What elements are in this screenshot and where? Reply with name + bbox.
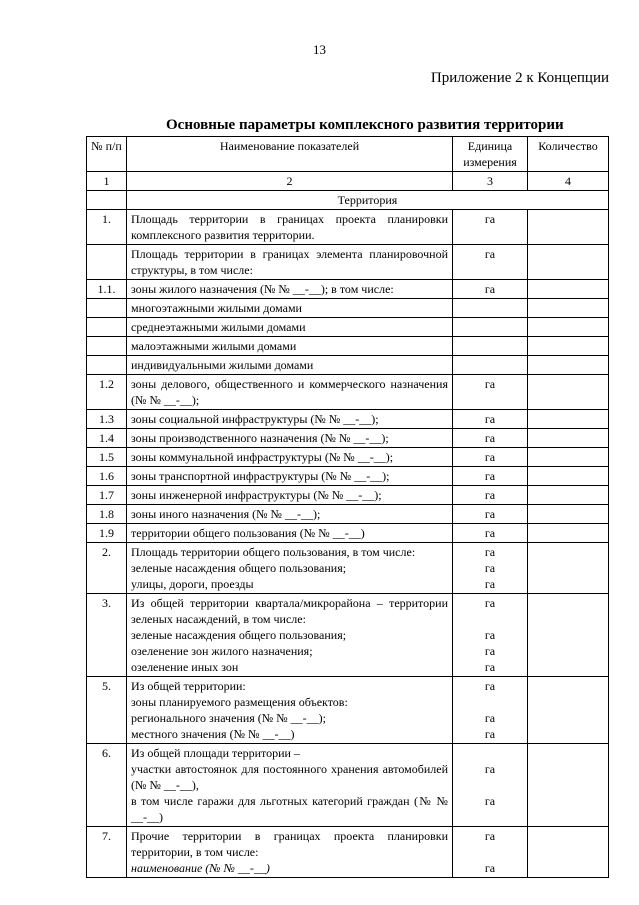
unit-cell	[453, 299, 528, 318]
indicator-line: озеленение иных зон	[131, 660, 239, 674]
table-row	[87, 410, 609, 429]
indicator-line: регионального значения (№ № __-__);	[131, 711, 326, 725]
unit-value: га	[484, 861, 496, 875]
indicator-name	[127, 744, 453, 827]
unit-value: га	[484, 644, 496, 658]
indicator-name	[127, 337, 453, 356]
unit-value: га	[484, 450, 496, 464]
unit-cell	[453, 486, 528, 505]
row-number: 5.	[87, 677, 127, 744]
quantity-cell	[528, 827, 609, 878]
indicator-line: зеленые насаждения общего пользования;	[131, 561, 347, 575]
indicator-name	[127, 467, 453, 486]
indicator-line: местного значения (№ № __-__)	[131, 727, 295, 741]
indicator-name	[127, 594, 453, 677]
unit-cell	[453, 245, 528, 280]
unit-cell	[453, 467, 528, 486]
indicator-line: зоны делового, общественного и коммерческого назначения (№ № __-__);	[131, 377, 448, 407]
unit-value	[457, 338, 523, 354]
indicator-line: зоны производственного назначения (№ № __-__);	[131, 431, 389, 445]
table-row	[87, 245, 609, 280]
indicator-line: наименование (№ № __-__)	[131, 861, 270, 875]
table-row	[87, 299, 609, 318]
table-row	[87, 467, 609, 486]
unit-cell	[453, 744, 528, 827]
quantity-cell	[528, 744, 609, 827]
unit-value: га	[484, 727, 496, 741]
indicator-line: индивидуальными жилыми домами	[131, 358, 314, 372]
col-number: 4	[528, 172, 609, 191]
unit-value: га	[484, 507, 496, 521]
unit-value: га	[484, 488, 496, 502]
row-number: 1.1.	[87, 280, 127, 299]
unit-cell	[453, 524, 528, 543]
table-row	[87, 486, 609, 505]
row-number: 1.4	[87, 429, 127, 448]
indicator-line: зоны иного назначения (№ № __-__);	[131, 507, 321, 521]
indicator-line: Из общей площади территории –	[131, 746, 300, 760]
table-row	[87, 375, 609, 410]
table-row	[87, 505, 609, 524]
row-number: 1.6	[87, 467, 127, 486]
row-number: 2.	[87, 543, 127, 594]
quantity-cell	[528, 337, 609, 356]
col-number: 1	[87, 172, 127, 191]
quantity-cell	[528, 410, 609, 429]
indicator-name	[127, 827, 453, 878]
section-num-cell	[87, 191, 127, 210]
indicator-name	[127, 210, 453, 245]
table-row	[87, 827, 609, 878]
unit-value: га	[484, 577, 496, 591]
parameters-table	[86, 136, 609, 878]
unit-value: га	[484, 628, 496, 642]
appendix-label: Приложение 2 к Концепции	[430, 70, 609, 86]
indicator-name	[127, 410, 453, 429]
row-number	[87, 245, 127, 280]
quantity-cell	[528, 505, 609, 524]
indicator-name	[127, 318, 453, 337]
row-number: 7.	[87, 827, 127, 878]
unit-value: га	[484, 829, 496, 843]
row-number: 1.3	[87, 410, 127, 429]
page-number: 13	[313, 42, 326, 57]
unit-cell	[453, 210, 528, 245]
unit-value: га	[484, 469, 496, 483]
quantity-cell	[528, 486, 609, 505]
indicator-name	[127, 375, 453, 410]
unit-value: га	[484, 679, 496, 693]
row-number: 1.7	[87, 486, 127, 505]
quantity-cell	[528, 429, 609, 448]
header-num: № п/п	[87, 137, 127, 172]
quantity-cell	[528, 318, 609, 337]
indicator-line: зоны коммунальной инфраструктуры (№ № __-__);	[131, 450, 394, 464]
unit-value: га	[484, 711, 496, 725]
unit-value: га	[484, 596, 496, 610]
indicator-name	[127, 429, 453, 448]
quantity-cell	[528, 594, 609, 677]
unit-cell	[453, 677, 528, 744]
indicator-line: зоны планируемого размещения объектов:	[131, 695, 348, 709]
unit-cell	[453, 429, 528, 448]
row-number: 3.	[87, 594, 127, 677]
unit-value: га	[484, 282, 496, 296]
indicator-line: малоэтажными жилыми домами	[131, 339, 297, 353]
quantity-cell	[528, 448, 609, 467]
unit-value: га	[484, 431, 496, 445]
table-row	[87, 356, 609, 375]
indicator-name	[127, 505, 453, 524]
indicator-line: Площадь территории в границах проекта планировки комплексного развития территории.	[131, 212, 448, 242]
indicator-name	[127, 486, 453, 505]
unit-cell	[453, 337, 528, 356]
indicator-line: Из общей территории:	[131, 679, 246, 693]
unit-value: га	[484, 545, 496, 559]
header-name: Наименование показателей	[127, 137, 453, 172]
indicator-name	[127, 677, 453, 744]
quantity-cell	[528, 299, 609, 318]
row-number: 1.2	[87, 375, 127, 410]
indicator-name	[127, 543, 453, 594]
section-row	[87, 191, 609, 210]
unit-cell	[453, 318, 528, 337]
table-row	[87, 318, 609, 337]
table-row	[87, 210, 609, 245]
quantity-cell	[528, 524, 609, 543]
quantity-cell	[528, 677, 609, 744]
indicator-line: зоны социальной инфраструктуры (№ № __-__);	[131, 412, 379, 426]
table-row	[87, 524, 609, 543]
header-unit: Единица измерения	[453, 137, 528, 172]
unit-value	[457, 809, 523, 825]
indicator-line: зеленые насаждения общего пользования;	[131, 628, 347, 642]
table-row	[87, 543, 609, 594]
row-number	[87, 318, 127, 337]
indicator-line: зоны транспортной инфраструктуры (№ № __-__);	[131, 469, 390, 483]
row-number	[87, 299, 127, 318]
indicator-line: территории общего пользования (№ № __-__)	[131, 526, 365, 540]
unit-value: га	[484, 660, 496, 674]
table-header-row	[87, 137, 609, 172]
indicator-line: зоны жилого назначения (№ № __-__); в том числе:	[131, 282, 394, 296]
quantity-cell	[528, 245, 609, 280]
unit-cell	[453, 375, 528, 410]
unit-value: га	[484, 377, 496, 391]
unit-cell	[453, 410, 528, 429]
indicator-line: зоны инженерной инфраструктуры (№ № __-__);	[131, 488, 382, 502]
unit-cell	[453, 280, 528, 299]
unit-value	[457, 694, 523, 710]
col-number: 3	[453, 172, 528, 191]
unit-value: га	[484, 526, 496, 540]
table-row	[87, 337, 609, 356]
table-row	[87, 448, 609, 467]
row-number: 1.5	[87, 448, 127, 467]
indicator-name	[127, 448, 453, 467]
unit-value	[457, 357, 523, 373]
table-row	[87, 744, 609, 827]
unit-cell	[453, 356, 528, 375]
quantity-cell	[528, 356, 609, 375]
unit-cell	[453, 505, 528, 524]
col-number: 2	[127, 172, 453, 191]
indicator-line: Площадь территории общего пользования, в том числе:	[131, 545, 416, 559]
unit-value: га	[484, 561, 496, 575]
quantity-cell	[528, 543, 609, 594]
unit-value	[457, 777, 523, 793]
table-row	[87, 429, 609, 448]
quantity-cell	[528, 375, 609, 410]
indicator-line: Прочие территории в границах проекта планировки территории, в том числе:	[131, 829, 448, 859]
table-row	[87, 677, 609, 744]
unit-cell	[453, 594, 528, 677]
unit-value	[457, 611, 523, 627]
quantity-cell	[528, 210, 609, 245]
row-number: 1.	[87, 210, 127, 245]
indicator-line: в том числе гаражи для льготных категорий граждан (№ № __-__)	[131, 794, 448, 824]
unit-value: га	[484, 247, 496, 261]
row-number: 6.	[87, 744, 127, 827]
unit-value	[457, 844, 523, 860]
column-number-row	[87, 172, 609, 191]
row-number: 1.8	[87, 505, 127, 524]
unit-value: га	[484, 794, 496, 808]
indicator-line: Из общей территории квартала/микрорайона – территории зеленых насаждений, в том числе:	[131, 596, 448, 626]
unit-cell	[453, 543, 528, 594]
indicator-name	[127, 280, 453, 299]
indicator-line: Площадь территории в границах элемента планировочной структуры, в том числе:	[131, 247, 448, 277]
quantity-cell	[528, 467, 609, 486]
indicator-line: среднеэтажными жилыми домами	[131, 320, 306, 334]
document-title: Основные параметры комплексного развития территории	[166, 117, 564, 133]
unit-value: га	[484, 212, 496, 226]
table-row	[87, 594, 609, 677]
indicator-name	[127, 356, 453, 375]
indicator-line: участки автостоянок для постоянного хранения автомобилей (№ № __-__),	[131, 762, 448, 792]
row-number: 1.9	[87, 524, 127, 543]
unit-value	[457, 745, 523, 761]
indicator-name	[127, 299, 453, 318]
table-row	[87, 280, 609, 299]
indicator-name	[127, 245, 453, 280]
unit-value	[457, 300, 523, 316]
indicator-line: озеленение зон жилого назначения;	[131, 644, 313, 658]
indicator-name	[127, 524, 453, 543]
unit-value: га	[484, 762, 496, 776]
unit-value	[457, 319, 523, 335]
unit-cell	[453, 827, 528, 878]
indicator-line: улицы, дороги, проезды	[131, 577, 254, 591]
quantity-cell	[528, 280, 609, 299]
row-number	[87, 337, 127, 356]
unit-cell	[453, 448, 528, 467]
row-number	[87, 356, 127, 375]
indicator-line: многоэтажными жилыми домами	[131, 301, 302, 315]
section-title: Территория	[127, 191, 609, 210]
header-quantity: Количество	[528, 137, 609, 172]
unit-value: га	[484, 412, 496, 426]
